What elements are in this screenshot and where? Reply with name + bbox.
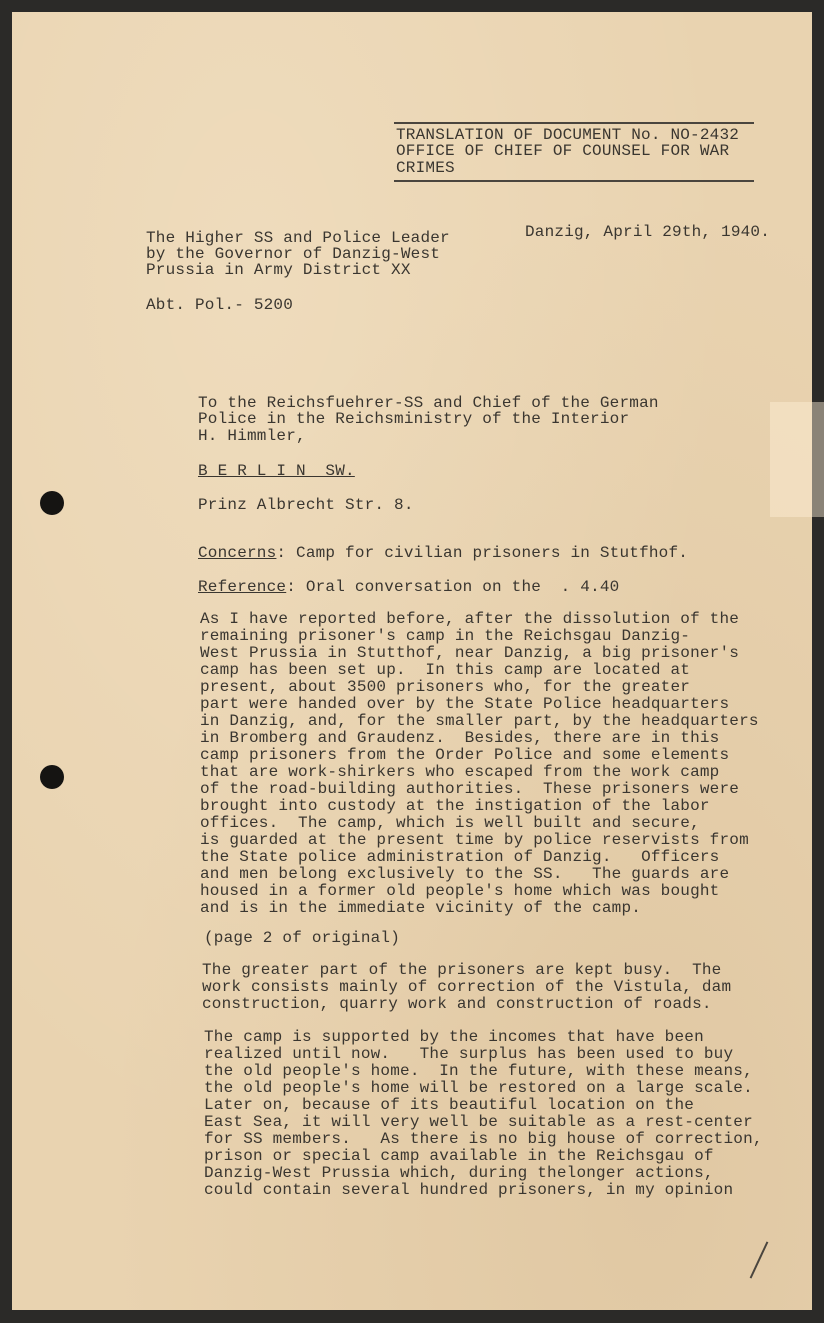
para1-line: present, about 3500 prisoners who, for the greater	[200, 678, 691, 696]
para1-line: offices. The camp, which is well built and secure,	[200, 814, 700, 832]
reference-label: Reference	[198, 578, 287, 596]
para1-line: camp prisoners from the Order Police and some elements	[200, 746, 730, 764]
para3-line: for SS members. As there is no big house of correction,	[204, 1130, 763, 1148]
para3-line: The camp is supported by the incomes that have been	[204, 1028, 704, 1046]
tab-mark	[770, 402, 824, 517]
para2-line: The greater part of the prisoners are kept busy. The	[202, 961, 722, 979]
para1-line: and men belong exclusively to the SS. The guards are	[200, 865, 730, 883]
header-line-2: OFFICE OF CHIEF OF COUNSEL FOR WAR	[396, 142, 730, 160]
para1-line: brought into custody at the instigation of the labor	[200, 797, 710, 815]
para2-line: work consists mainly of correction of the Vistula, dam	[202, 978, 732, 996]
para1-line: is guarded at the present time by police reservists from	[200, 831, 749, 849]
para1-line: part were handed over by the State Police headquarters	[200, 695, 730, 713]
para1-line: of the road-building authorities. These prisoners were	[200, 780, 740, 798]
para3-line: Danzig-West Prussia which, during thelonger actions,	[204, 1164, 714, 1182]
sender-reference: Abt. Pol.- 5200	[146, 296, 294, 314]
concerns-text: : Camp for civilian prisoners in Stutfhof.	[276, 544, 689, 562]
header-line-3: CRIMES	[396, 159, 455, 177]
para1-line: in Bromberg and Graudenz. Besides, there are in this	[200, 729, 720, 747]
sender-line-1: The Higher SS and Police Leader	[146, 229, 450, 247]
para1-line: West Prussia in Stutthof, near Danzig, a big prisoner's	[200, 644, 740, 662]
para2-line: construction, quarry work and construction of roads.	[202, 995, 712, 1013]
recipient-line-1: To the Reichsfuehrer-SS and Chief of the German	[198, 394, 659, 412]
reference-line	[198, 579, 619, 596]
para3-line: East Sea, it will very well be suitable as a rest-center	[204, 1113, 753, 1131]
para3-line: Later on, because of its beautiful location on the	[204, 1096, 695, 1114]
para1-line: the State police administration of Danzig. Officers	[200, 848, 720, 866]
recipient-line-3: H. Himmler,	[198, 427, 306, 445]
recipient-city: B E R L I N SW.	[198, 462, 355, 480]
para3-line: realized until now. The surplus has been used to buy	[204, 1045, 734, 1063]
para1-line: camp has been set up. In this camp are located at	[200, 661, 691, 679]
para1-line: and is in the immediate vicinity of the camp.	[200, 899, 642, 917]
para3-line: prison or special camp available in the Reichsgau of	[204, 1147, 714, 1165]
sender-line-3: Prussia in Army District XX	[146, 261, 411, 279]
para3-line: the old people's home. In the future, with these means,	[204, 1062, 753, 1080]
concerns-label: Concerns	[198, 544, 277, 562]
para1-line: in Danzig, and, for the smaller part, by the headquarters	[200, 712, 759, 730]
recipient-line-2: Police in the Reichsministry of the Interior	[198, 410, 630, 428]
concerns-line	[198, 545, 688, 562]
recipient-street: Prinz Albrecht Str. 8.	[198, 496, 414, 514]
para1-line: remaining prisoner's camp in the Reichsgau Danzig-	[200, 627, 691, 645]
para3-line: the old people's home will be restored on a large scale.	[204, 1079, 753, 1097]
para3-line: could contain several hundred prisoners, in my opinion	[204, 1181, 734, 1199]
sender-line-2: by the Governor of Danzig-West	[146, 245, 441, 263]
para1-line: that are work-shirkers who escaped from the work camp	[200, 763, 720, 781]
reference-text: : Oral conversation on the . 4.40	[286, 578, 620, 596]
para1-line: As I have reported before, after the dissolution of the	[200, 610, 740, 628]
punch-hole-top	[40, 491, 64, 515]
page-note: (page 2 of original)	[204, 929, 401, 947]
dateline: Danzig, April 29th, 1940.	[525, 223, 771, 241]
header-line-1: TRANSLATION OF DOCUMENT No. NO-2432	[396, 126, 740, 144]
punch-hole-bottom	[40, 765, 64, 789]
para1-line: housed in a former old people's home which was bought	[200, 882, 720, 900]
